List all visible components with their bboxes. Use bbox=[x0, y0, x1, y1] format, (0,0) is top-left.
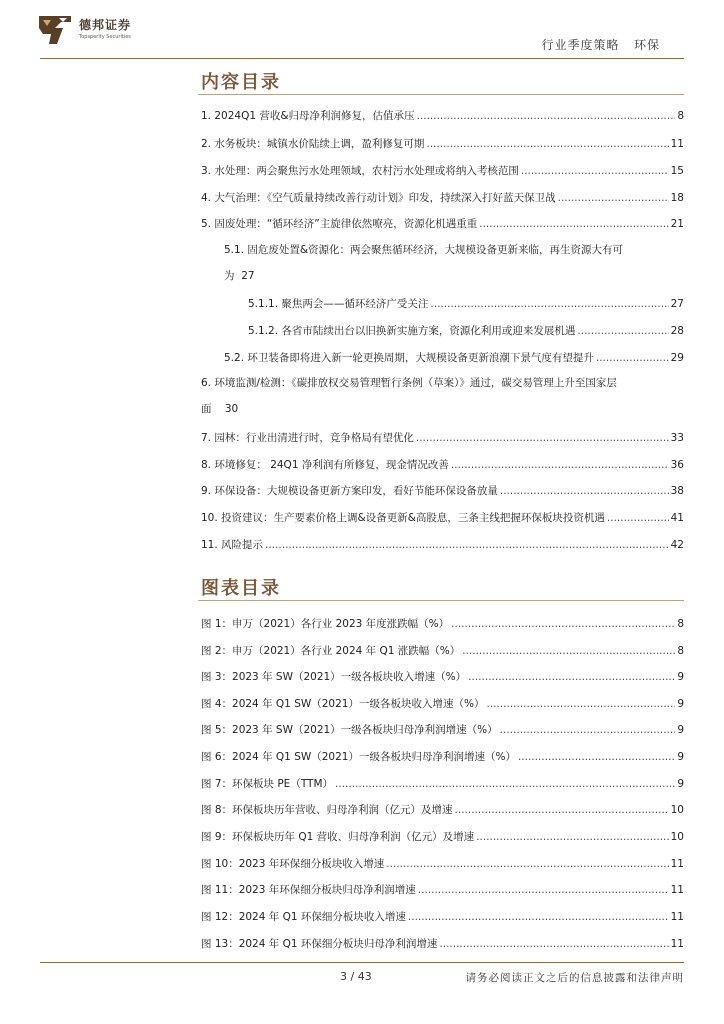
toc-item[interactable] bbox=[201, 457, 684, 473]
toc-item-wrapped[interactable] bbox=[224, 237, 684, 289]
figure-item-page: 9 bbox=[677, 671, 684, 683]
report-type: 行业季度策略 bbox=[541, 38, 620, 52]
figure-leader-dots bbox=[439, 938, 668, 950]
figure-item-text: 图 7：环保板块 PE（TTM） bbox=[201, 778, 334, 790]
figure-leader-dots bbox=[500, 724, 676, 736]
toc-item[interactable] bbox=[201, 216, 684, 232]
figure-item-page: 11 bbox=[670, 938, 684, 950]
figure-item-text: 图 5：2023 年 SW（2021）一级各板块归母净利润增速（%） bbox=[201, 724, 498, 736]
figures-title: 图表目录 bbox=[201, 578, 281, 599]
toc-item[interactable] bbox=[201, 483, 684, 499]
toc-item[interactable] bbox=[201, 190, 684, 206]
toc-item[interactable] bbox=[224, 350, 684, 366]
figure-item-text: 图 9：环保板块历年 Q1 营收、归母净利润（亿元）及增速 bbox=[201, 831, 475, 843]
figure-item[interactable] bbox=[201, 749, 684, 765]
figure-item-page: 11 bbox=[670, 858, 684, 870]
figure-item-page: 10 bbox=[670, 804, 684, 816]
figure-item-text: 图 8：环保板块历年营收、归母净利润（亿元）及增速 bbox=[201, 804, 453, 816]
toc-item[interactable] bbox=[201, 136, 684, 152]
figure-item-text: 图 12：2024 年 Q1 环保细分板块收入增速 bbox=[201, 911, 406, 923]
figure-leader-dots bbox=[455, 804, 669, 816]
logo-mark-icon bbox=[37, 14, 73, 46]
toc-item-page: 38 bbox=[670, 485, 684, 497]
company-logo bbox=[37, 14, 137, 46]
toc-item[interactable] bbox=[248, 323, 684, 339]
figure-item-text: 图 4：2024 年 Q1 SW（2021）一级各板块收入增速（%） bbox=[201, 698, 485, 710]
page-number: 3 / 43 bbox=[340, 970, 372, 983]
toc-item-text: 4. 大气治理：《空气质量持续改善行动计划》印发，持续深入打好蓝天保卫战 bbox=[201, 192, 556, 204]
figure-item[interactable] bbox=[201, 643, 684, 659]
toc-item-page: 42 bbox=[670, 539, 684, 551]
figure-leader-dots bbox=[462, 645, 675, 657]
toc-item-text-tail: 面 bbox=[201, 403, 212, 415]
toc-item-text: 6. 环境监测/检测：《碳排放权交易管理暂行条例（草案）》通过，碳交易管理上升至国家层 bbox=[201, 377, 617, 389]
figure-item[interactable] bbox=[201, 696, 684, 712]
toc-item[interactable] bbox=[248, 296, 684, 312]
toc-item-text: 3. 水处理：两会聚焦污水处理领域，农村污水处理或将纳入考核范围 bbox=[201, 165, 519, 177]
figure-leader-dots bbox=[386, 858, 668, 870]
header-divider bbox=[40, 58, 684, 59]
toc-item-text: 10. 投资建议：生产要素价格上调&设备更新&高股息，三条主线把握环保板块投资机遇 bbox=[201, 512, 605, 524]
toc-item-page: 8 bbox=[677, 110, 684, 122]
logo-text-en: Topsperity Securities bbox=[79, 34, 131, 40]
footer-disclaimer: 请务必阅读正文之后的信息披露和法律声明 bbox=[465, 972, 684, 984]
figure-leader-dots bbox=[476, 831, 668, 843]
figure-item[interactable] bbox=[201, 882, 684, 898]
toc-leader-dots bbox=[577, 325, 668, 337]
toc-item-text: 7. 园林：行业出清进行时，竞争格局有望优化 bbox=[201, 432, 414, 444]
figure-item-page: 9 bbox=[677, 698, 684, 710]
toc-item-text: 5.1.2. 各省市陆续出台以旧换新实施方案，资源化利用或迎来发展机遇 bbox=[248, 325, 576, 337]
toc-title-divider bbox=[198, 94, 684, 95]
toc-item-page: 29 bbox=[670, 352, 684, 364]
toc-leader-dots bbox=[558, 192, 669, 204]
figure-item[interactable] bbox=[201, 776, 684, 792]
toc-leader-dots bbox=[500, 485, 669, 497]
toc-item-page: 41 bbox=[670, 512, 684, 524]
figure-leader-dots bbox=[335, 778, 675, 790]
figure-leader-dots bbox=[518, 751, 675, 763]
toc-item[interactable] bbox=[201, 537, 684, 553]
figure-item-page: 9 bbox=[677, 778, 684, 790]
toc-item-page: 11 bbox=[670, 138, 684, 150]
figure-item-text: 图 6：2024 年 Q1 SW（2021）一级各板块归母净利润增速（%） bbox=[201, 751, 516, 763]
toc-item-page: 36 bbox=[670, 459, 684, 471]
toc-leader-dots bbox=[607, 512, 669, 524]
figure-item-text: 图 11：2023 年环保细分板块归母净利润增速 bbox=[201, 884, 416, 896]
toc-leader-dots bbox=[265, 539, 669, 551]
figure-item[interactable] bbox=[201, 909, 684, 925]
toc-item-text: 5. 固废处理：“循环经济”主旋律依然嘹亮，资源化机遇重重 bbox=[201, 218, 478, 230]
toc-leader-dots bbox=[417, 110, 676, 122]
figure-item-page: 11 bbox=[670, 884, 684, 896]
figure-item-text: 图 1：申万（2021）各行业 2023 年度涨跌幅（%） bbox=[201, 618, 450, 630]
toc-leader-dots bbox=[416, 432, 669, 444]
toc-item-page: 28 bbox=[670, 325, 684, 337]
figure-item[interactable] bbox=[201, 802, 684, 818]
toc-leader-dots bbox=[451, 459, 669, 471]
toc-item-page: 27 bbox=[241, 270, 255, 282]
toc-item-text-continued bbox=[224, 263, 684, 289]
toc-leader-dots bbox=[479, 218, 668, 230]
toc-item-page: 18 bbox=[670, 192, 684, 204]
figure-item-text: 图 2：申万（2021）各行业 2024 年 Q1 涨跌幅（%） bbox=[201, 645, 461, 657]
figure-item[interactable] bbox=[201, 722, 684, 738]
toc-item-page: 27 bbox=[670, 298, 684, 310]
figure-leader-dots bbox=[486, 698, 675, 710]
industry-label: 环保 bbox=[633, 38, 660, 52]
report-category bbox=[542, 36, 660, 53]
toc-item[interactable] bbox=[201, 163, 684, 179]
figure-leader-dots bbox=[451, 618, 675, 630]
page-header bbox=[0, 0, 724, 60]
figure-item-page: 11 bbox=[670, 911, 684, 923]
figure-item-page: 10 bbox=[670, 831, 684, 843]
toc-leader-dots bbox=[430, 298, 668, 310]
figure-leader-dots bbox=[418, 884, 669, 896]
figure-item-page: 8 bbox=[677, 645, 684, 657]
figure-item[interactable] bbox=[201, 936, 684, 952]
toc-item-text: 5.1.1. 聚焦两会——循环经济广受关注 bbox=[248, 298, 429, 310]
toc-item-wrapped[interactable] bbox=[201, 370, 684, 422]
toc-item-text-continued bbox=[201, 396, 684, 422]
toc-item[interactable] bbox=[201, 430, 684, 446]
figure-item[interactable] bbox=[201, 829, 684, 845]
toc-item-page: 21 bbox=[670, 218, 684, 230]
toc-item-text-tail: 为 bbox=[224, 270, 235, 282]
figure-leader-dots bbox=[408, 911, 669, 923]
toc-item-text: 5.1. 固危废处置&资源化：两会聚焦循环经济，大规模设备更新来临，再生资源大有可 bbox=[224, 244, 624, 256]
figure-leader-dots bbox=[468, 671, 675, 683]
toc-leader-dots bbox=[596, 352, 669, 364]
figure-item-page: 9 bbox=[677, 724, 684, 736]
figure-item-text: 图 3：2023 年 SW（2021）一级各板块收入增速（%） bbox=[201, 671, 467, 683]
figure-item-page: 8 bbox=[677, 618, 684, 630]
toc-leader-dots bbox=[521, 165, 669, 177]
figure-item-text: 图 10：2023 年环保细分板块收入增速 bbox=[201, 858, 385, 870]
toc-item-text: 11. 风险提示 bbox=[201, 539, 264, 551]
toc-item-text: 8. 环境修复： 24Q1 净利润有所修复，现金情况改善 bbox=[201, 459, 449, 471]
toc-item-text: 1. 2024Q1 营收&归母净利润修复，估值承压 bbox=[201, 110, 415, 122]
figure-item-text: 图 13：2024 年 Q1 环保细分板块归母净利润增速 bbox=[201, 938, 438, 950]
figure-item[interactable] bbox=[201, 616, 684, 632]
figure-item[interactable] bbox=[201, 856, 684, 872]
toc-item-text: 2. 水务板块：城镇水价陆续上调，盈利修复可期 bbox=[201, 138, 425, 150]
toc-item[interactable] bbox=[201, 510, 684, 526]
figure-item-page: 9 bbox=[677, 751, 684, 763]
figures-title-divider bbox=[198, 600, 684, 601]
toc-item-page: 15 bbox=[670, 165, 684, 177]
figure-item[interactable] bbox=[201, 669, 684, 685]
toc-leader-dots bbox=[426, 138, 668, 150]
toc-item-text: 5.2. 环卫装备即将进入新一轮更换周期，大规模设备更新浪潮下景气度有望提升 bbox=[224, 352, 594, 364]
toc-item-text: 9. 环保设备：大规模设备更新方案印发，看好节能环保设备放量 bbox=[201, 485, 498, 497]
footer-divider bbox=[40, 962, 684, 963]
toc-item-page: 33 bbox=[670, 432, 684, 444]
logo-text-cn: 德邦证券 bbox=[79, 18, 132, 32]
toc-item-page: 30 bbox=[224, 403, 239, 415]
toc-item[interactable] bbox=[201, 108, 684, 124]
toc-title: 内容目录 bbox=[201, 72, 281, 93]
